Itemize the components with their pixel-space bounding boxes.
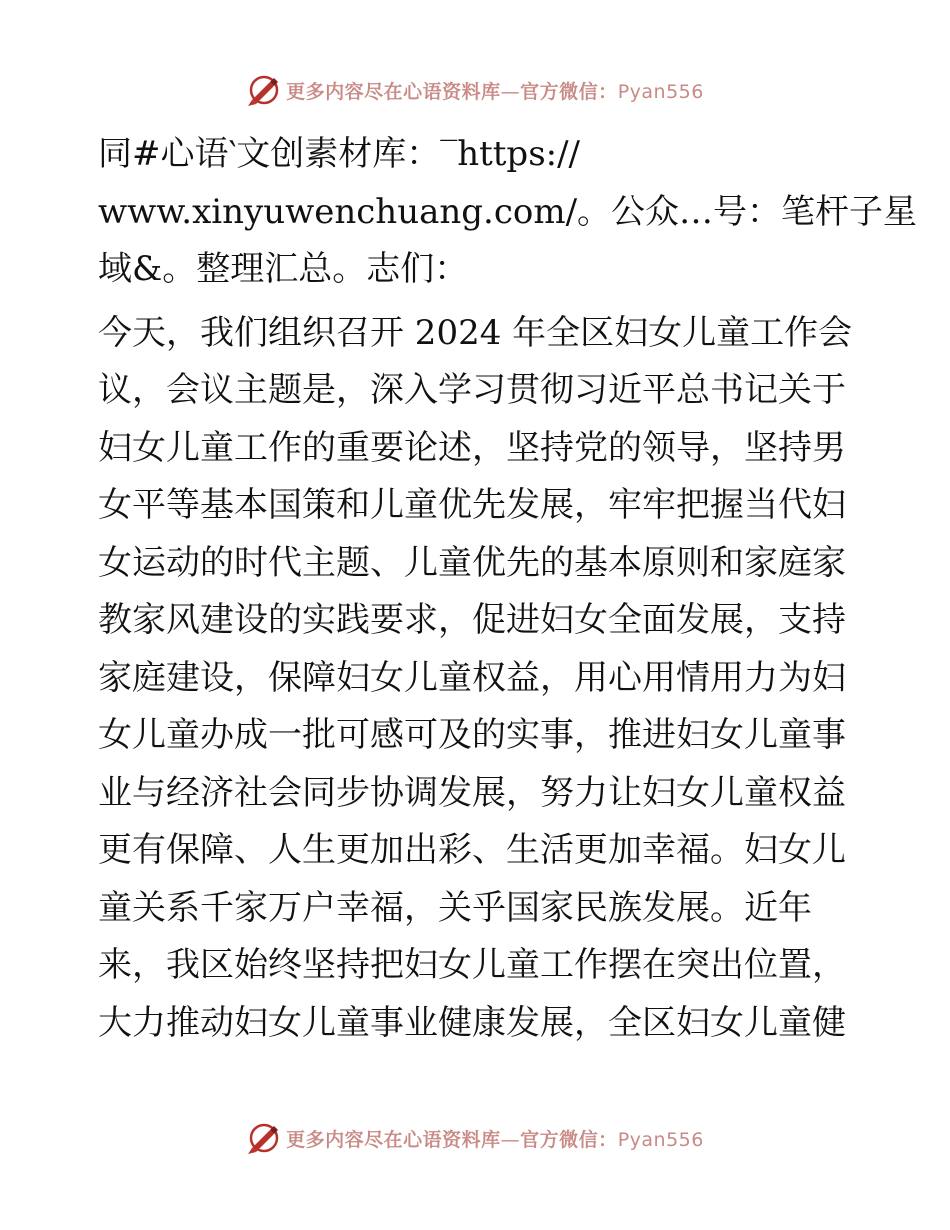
text-line: www.xinyuwenchuang.com/。公众…号：笔杆子星 xyxy=(98,191,918,232)
header-watermark xyxy=(0,70,950,110)
pen-logo-icon xyxy=(246,1120,282,1156)
text-line: 家庭建设，保障妇女儿童权益，用心用情用力为妇 xyxy=(98,657,846,698)
text-line: 来，我区始终坚持把妇女儿童工作摆在突出位置， xyxy=(98,945,846,985)
speech-paragraph xyxy=(98,305,858,1053)
text-line: 女运动的时代主题、儿童优先的基本原则和家庭家 xyxy=(98,542,846,583)
text-line: 同#心语‵文创素材库：‾https:// xyxy=(98,134,581,174)
pen-logo-icon xyxy=(246,72,282,108)
text-line: 教家风建设的实践要求，促进妇女全面发展，支持 xyxy=(98,600,846,640)
text-line: 更有保障、人生更加出彩、生活更加幸福。妇女儿 xyxy=(98,830,846,870)
text-line: 业与经济社会同步协调发展，努力让妇女儿童权益 xyxy=(98,772,846,813)
text-line: 域&。整理汇总。志们： xyxy=(98,249,469,289)
footer-watermark xyxy=(0,1118,950,1158)
text-line: 议，会议主题是，深入学习贯彻习近平总书记关于 xyxy=(98,370,846,410)
header-watermark-text: 更多内容尽在心语资料库—官方微信：Pyan556 xyxy=(286,80,704,103)
document-body xyxy=(98,126,918,1052)
text-line: 女儿童办成一批可感可及的实事，推进妇女儿童事 xyxy=(98,715,846,755)
intro-paragraph xyxy=(98,126,918,299)
footer-watermark-text: 更多内容尽在心语资料库—官方微信：Pyan556 xyxy=(286,1128,704,1151)
text-line: 童关系千家万户幸福，关乎国家民族发展。近年 xyxy=(98,887,812,928)
text-line: 今天，我们组织召开 2024 年全区妇女儿童工作会 xyxy=(98,312,853,353)
text-line: 大力推动妇女儿童事业健康发展，全区妇女儿童健 xyxy=(98,1002,846,1043)
text-line: 女平等基本国策和儿童优先发展，牢牢把握当代妇 xyxy=(98,485,846,525)
text-line: 妇女儿童工作的重要论述，坚持党的领导，坚持男 xyxy=(98,427,846,468)
